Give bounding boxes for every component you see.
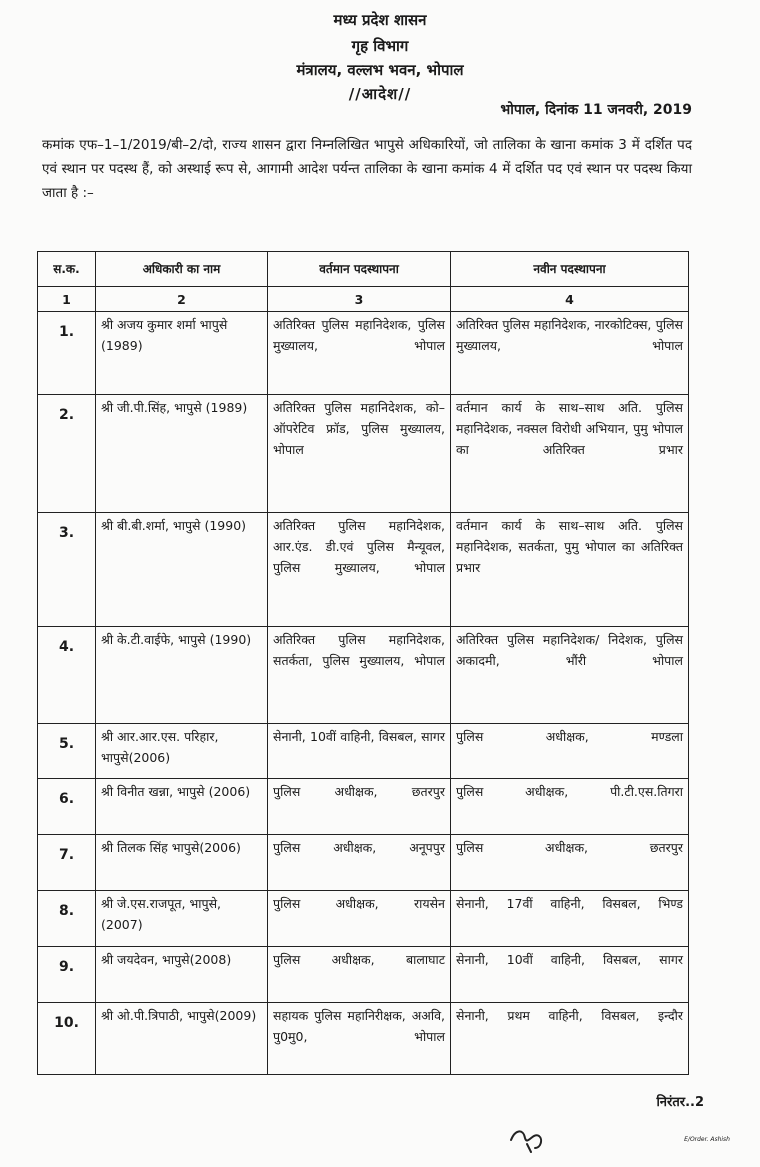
officer-name-cell: श्री तिलक सिंह भापुसे(2006) [96, 835, 268, 891]
serial-number-cell: 9. [38, 947, 96, 1003]
officer-name-cell: श्री के.टी.वाईफे, भापुसे (1990) [96, 627, 268, 724]
col-number: 4 [451, 287, 689, 312]
officer-name-cell: श्री आर.आर.एस. परिहार, भापुसे(2006) [96, 724, 268, 779]
current-posting-cell: पुलिस अधीक्षक, छतरपुर [268, 779, 451, 835]
order-date: भोपाल, दिनांक 11 जनवरी, 2019 [500, 102, 692, 118]
table-row [38, 891, 689, 947]
current-posting-cell: पुलिस अधीक्षक, बालाघाट [268, 947, 451, 1003]
officer-name-cell: श्री जे.एस.राजपूत, भापुसे, (2007) [96, 891, 268, 947]
serial-number-cell: 1. [38, 312, 96, 395]
col-header-current: वर्तमान पदस्थापना [268, 252, 451, 287]
current-posting-cell: पुलिस अधीक्षक, अनूपपुर [268, 835, 451, 891]
serial-number-cell: 6. [38, 779, 96, 835]
new-posting-cell: पुलिस अधीक्षक, पी.टी.एस.तिगरा [451, 779, 689, 835]
new-posting-cell: अतिरिक्त पुलिस महानिदेशक, नारकोटिक्स, पुलिस मुख्यालय, भोपाल [451, 312, 689, 395]
col-number: 3 [268, 287, 451, 312]
col-number: 1 [38, 287, 96, 312]
department-title: गृह विभाग [351, 37, 409, 55]
table-row [38, 395, 689, 513]
signature-mark [505, 1118, 553, 1158]
serial-number-cell: 4. [38, 627, 96, 724]
current-posting-cell: पुलिस अधीक्षक, रायसेन [268, 891, 451, 947]
new-posting-cell: पुलिस अधीक्षक, छतरपुर [451, 835, 689, 891]
current-posting-cell: अतिरिक्त पुलिस महानिदेशक, को–ऑपरेटिव फ्रॉड, पुलिस मुख्यालय, भोपाल [268, 395, 451, 513]
new-posting-cell: सेनानी, 10वीं वाहिनी, विसबल, सागर [451, 947, 689, 1003]
order-paragraph: कमांक एफ–1–1/2019/बी–2/दो, राज्य शासन द्वारा निम्नलिखित भापुसे अधिकारियों, जो तालिका के खाना कमांक 3 में दर्शित पद एवं स्थान पर पदस्थ हैं, को अस्थाई रूप से, आगामी आदेश पर्यन्त तालिका के खाना कमांक 4 में दर्शित पद एवं स्थान पर पदस्थ किया जाता है :– [42, 137, 692, 201]
table-row [38, 312, 689, 395]
officer-name-cell: श्री जयदेवन, भापुसे(2008) [96, 947, 268, 1003]
serial-number-cell: 5. [38, 724, 96, 779]
order-heading: //आदेश// [348, 85, 412, 103]
serial-number-cell: 10. [38, 1003, 96, 1075]
current-posting-cell: अतिरिक्त पुलिस महानिदेशक, सतर्कता, पुलिस मुख्यालय, भोपाल [268, 627, 451, 724]
office-address: मंत्रालय, वल्लभ भवन, भोपाल [296, 61, 464, 79]
officer-name-cell: श्री अजय कुमार शर्मा भापुसे (1989) [96, 312, 268, 395]
officer-name-cell: श्री ओ.पी.त्रिपाठी, भापुसे(2009) [96, 1003, 268, 1075]
current-posting-cell: सेनानी, 10वीं वाहिनी, विसबल, सागर [268, 724, 451, 779]
eorder-note: E/Order. Ashish [684, 1136, 730, 1143]
table-header-row [38, 252, 689, 287]
govt-title: मध्य प्रदेश शासन [333, 11, 427, 29]
new-posting-cell: अतिरिक्त पुलिस महानिदेशक/ निदेशक, पुलिस अकादमी, भौंरी भोपाल [451, 627, 689, 724]
current-posting-cell: सहायक पुलिस महानिरीक्षक, अअवि, पु0मु0, भोपाल [268, 1003, 451, 1075]
col-number: 2 [96, 287, 268, 312]
col-header-serial: स.क. [38, 252, 96, 287]
postings-table [37, 251, 689, 1075]
col-header-name: अधिकारी का नाम [96, 252, 268, 287]
col-header-new: नवीन पदस्थापना [451, 252, 689, 287]
officer-name-cell: श्री बी.बी.शर्मा, भापुसे (1990) [96, 513, 268, 627]
current-posting-cell: अतिरिक्त पुलिस महानिदेशक, आर.एंड. डी.एवं पुलिस मैन्यूवल, पुलिस मुख्यालय, भोपाल [268, 513, 451, 627]
new-posting-cell: वर्तमान कार्य के साथ–साथ अति. पुलिस महानिदेशक, सतर्कता, पुमु भोपाल का अतिरिक्त प्रभार [451, 513, 689, 627]
table-row [38, 1003, 689, 1075]
table-row [38, 724, 689, 779]
table-row [38, 779, 689, 835]
serial-number-cell: 3. [38, 513, 96, 627]
column-number-row [38, 287, 689, 312]
current-posting-cell: अतिरिक्त पुलिस महानिदेशक, पुलिस मुख्यालय, भोपाल [268, 312, 451, 395]
officer-name-cell: श्री विनीत खन्ना, भापुसे (2006) [96, 779, 268, 835]
continued-note: निरंतर..2 [656, 1095, 704, 1110]
serial-number-cell: 8. [38, 891, 96, 947]
officer-name-cell: श्री जी.पी.सिंह, भापुसे (1989) [96, 395, 268, 513]
new-posting-cell: सेनानी, प्रथम वाहिनी, विसबल, इन्दौर [451, 1003, 689, 1075]
new-posting-cell: सेनानी, 17वीं वाहिनी, विसबल, भिण्ड [451, 891, 689, 947]
new-posting-cell: वर्तमान कार्य के साथ–साथ अति. पुलिस महानिदेशक, नक्सल विरोधी अभियान, पुमु भोपाल का अतिरिक्त प्रभार [451, 395, 689, 513]
table-row [38, 835, 689, 891]
serial-number-cell: 7. [38, 835, 96, 891]
table-row [38, 627, 689, 724]
serial-number-cell: 2. [38, 395, 96, 513]
table-row [38, 947, 689, 1003]
new-posting-cell: पुलिस अधीक्षक, मण्डला [451, 724, 689, 779]
table-row [38, 513, 689, 627]
